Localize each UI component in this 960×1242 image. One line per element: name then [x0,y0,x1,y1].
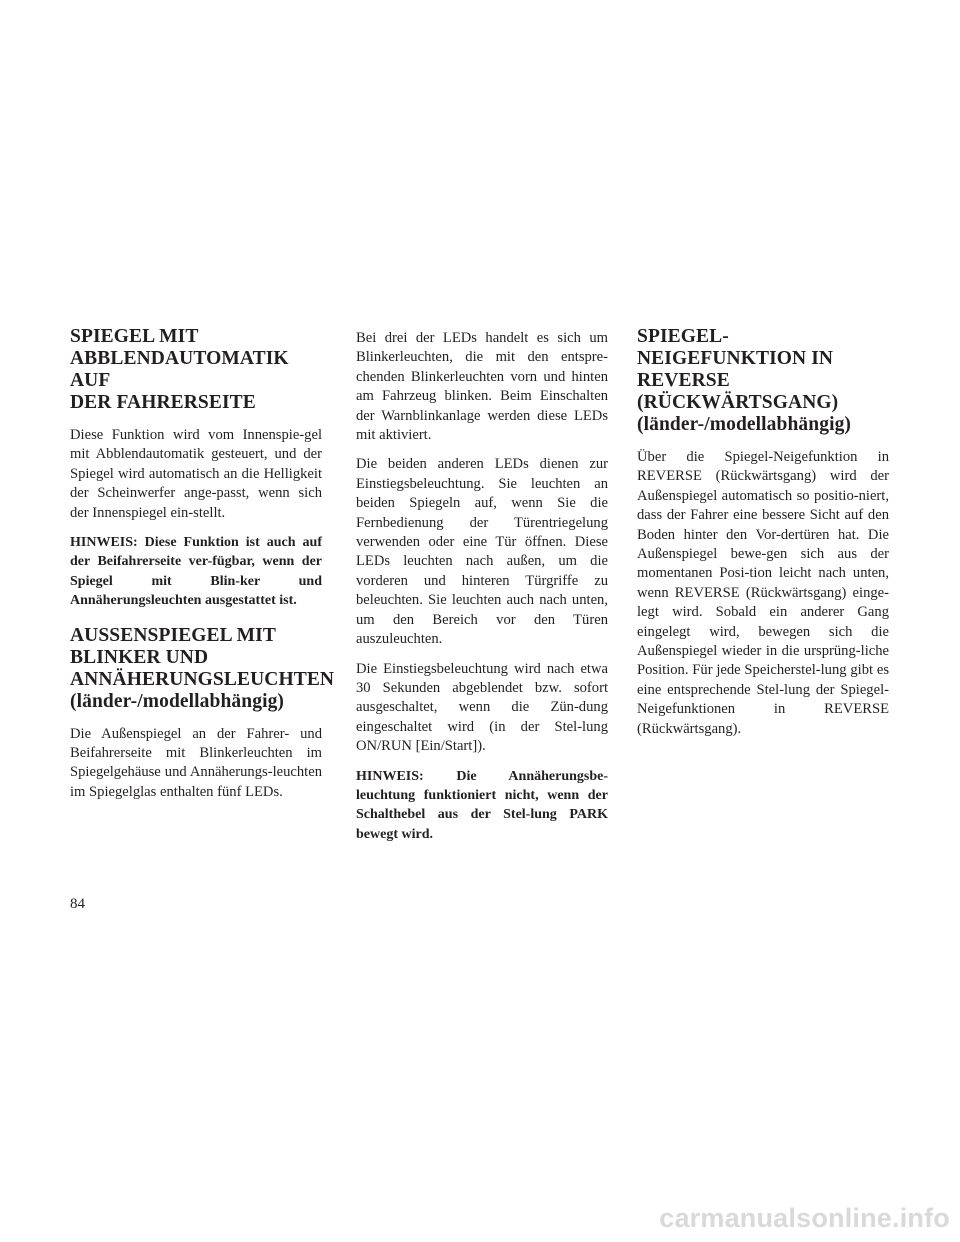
heading-line: BLINKER UND [70,646,209,668]
heading-line: ANNÄHERUNGSLEUCHTEN [70,668,335,690]
paragraph: Die Außenspiegel an der Fahrer- und Beifahrerseite mit Blinkerleuchten im Spiegelgehäuse und Annäherungs-leuchten im Spiegelglas enthalten fünf LEDs. [70,725,322,800]
column-middle [356,329,608,854]
watermark: carmanualsonline.info [659,1203,950,1233]
heading-subtitle: (länder-/modellabhängig) [637,414,852,435]
page-number: 84 [70,896,85,912]
heading-line: REVERSE [637,370,730,391]
heading-subtitle: (länder-/modellabhängig) [70,690,285,712]
paragraph: Über die Spiegel-Neigefunktion in REVERSE (Rückwärtsgang) wird der Außenspiegel automatisch so positio-niert, dass der Fahrer eine bessere Sicht auf den Boden hinter den Vor-dertüren hat. Die Außenspiegel bewe-gen sich aus der momentanen Posi-tion leicht nach unten, wenn REVERSE (Rückwärtsgang) einge-legt wird. Sobald ein anderer Gang eingelegt wird, bewegen sich die Außenspiegel wieder in die ursprüng-liche Position. Für jede Speicherstel-lung gibt es eine entsprechende Stel-lung der Spiegel-Neigefunktionen in REVERSE (Rückwärtsgang). [637,449,889,737]
paragraph: Die Einstiegsbeleuchtung wird nach etwa 30 Sekunden abgeblendet bzw. sofort ausgeschaltet, wenn die Zün-dung eingeschaltet wird (in der Stel-lung ON/RUN [Ein/Start]). [356,660,608,755]
paragraph: Die beiden anderen LEDs dienen zur Einstiegsbeleuchtung. Sie leuchten an beiden Spiegeln auf, wenn Sie die Fernbedienung der Türentriegelung verwenden oder eine Tür öffnen. Diese LEDs leuchten nach außen, um die vorderen und hinteren Türgriffe zu beleuchten. Sie leuchten auch nach unten, um den Bereich vor den Türen auszuleuchten. [356,456,608,648]
column-right [637,326,889,749]
heading-line: AUSSENSPIEGEL MIT [70,624,276,646]
paragraph: Bei drei der LEDs handelt es sich um Blinkerleuchten, die mit den entspre-chenden Blinkerleuchten vorn und hinten am Fahrzeug blinken. Beim Einschalten der Warnblinkanlage werden diese LEDs mit aktiviert. [356,330,608,444]
section-heading-auto-dimming-mirror [70,326,322,414]
heading-line: NEIGEFUNKTION IN [637,348,834,369]
heading-line: SPIEGEL- [637,326,729,347]
heading-line: SPIEGEL MIT [70,326,199,347]
note-paragraph: HINWEIS: Die Annäherungsbe-leuchtung funktioniert nicht, wenn der Schalthebel aus der Stel-lung PARK bewegt wird. [356,768,608,842]
heading-line: (RÜCKWÄRTSGANG) [637,392,839,413]
paragraph: Diese Funktion wird vom Innenspie-gel mit Abblendautomatik gesteuert, und der Spiegel wird automatisch an die Helligkeit der Scheinwerfer ange-passt, wenn sich der Innenspiegel ein-stellt. [70,427,322,521]
column-left [70,326,335,812]
heading-line: ABBLENDAUTOMATIK AUF [70,348,289,391]
note-paragraph: HINWEIS: Diese Funktion ist auch auf der Beifahrerseite ver-fügbar, wenn der Spiegel mit Blin-ker und Annäherungsleuchten ausgestattet ist. [70,535,322,609]
section-heading-reverse-tilt [637,326,889,436]
heading-line: DER FAHRERSEITE [70,392,256,413]
section-heading-outside-mirrors [70,624,335,713]
